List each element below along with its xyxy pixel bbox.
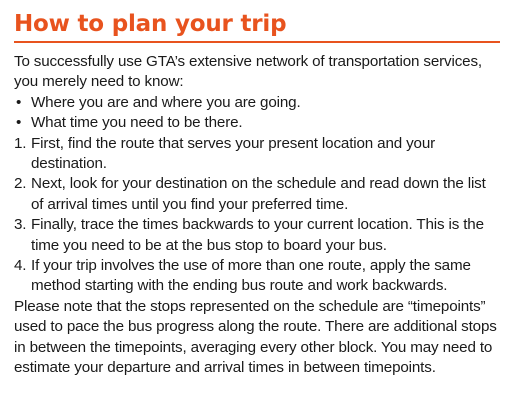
step-text: If your trip involves the use of more than one route, apply the same method starting with the ending bus route and work backwards. [31,257,471,295]
steps-list [14,134,502,297]
step-item [14,174,502,215]
step-number: 2. [14,175,27,193]
list-item-text: Where you are and where you are going. [31,93,301,111]
section-body [14,52,502,379]
step-number: 3. [14,216,27,234]
title-underline [14,41,500,43]
intro-paragraph: To successfully use GTA’s extensive network of transportation services, you merely need to know: [14,53,482,91]
bullet-marker: • [16,93,22,111]
step-number: 4. [14,257,27,275]
step-text: Next, look for your destination on the schedule and read down the list of arrival times until you find your preferred time. [31,175,486,213]
requirements-list [14,93,502,134]
step-number: 1. [14,134,27,152]
step-text: Finally, trace the times backwards to your current location. This is the time you need to be at the bus stop to board your bus. [31,216,484,254]
list-item [14,113,502,133]
list-item-text: What time you need to be there. [31,114,243,132]
trip-planning-section [14,10,502,379]
list-item [14,93,502,113]
step-item [14,134,502,175]
step-item [14,215,502,256]
section-title: How to plan your trip [14,11,287,37]
step-text: First, find the route that serves your present location and your destination. [31,134,436,173]
timepoints-note: Please note that the stops represented on the schedule are “timepoints” used to pace the bus progress along the route. There are additional stops in between the timepoints, averaging every other block. You may need to estimate your departure and arrival times in between timepoints. [14,297,497,377]
bullet-marker: • [16,114,22,132]
step-item [14,256,502,297]
